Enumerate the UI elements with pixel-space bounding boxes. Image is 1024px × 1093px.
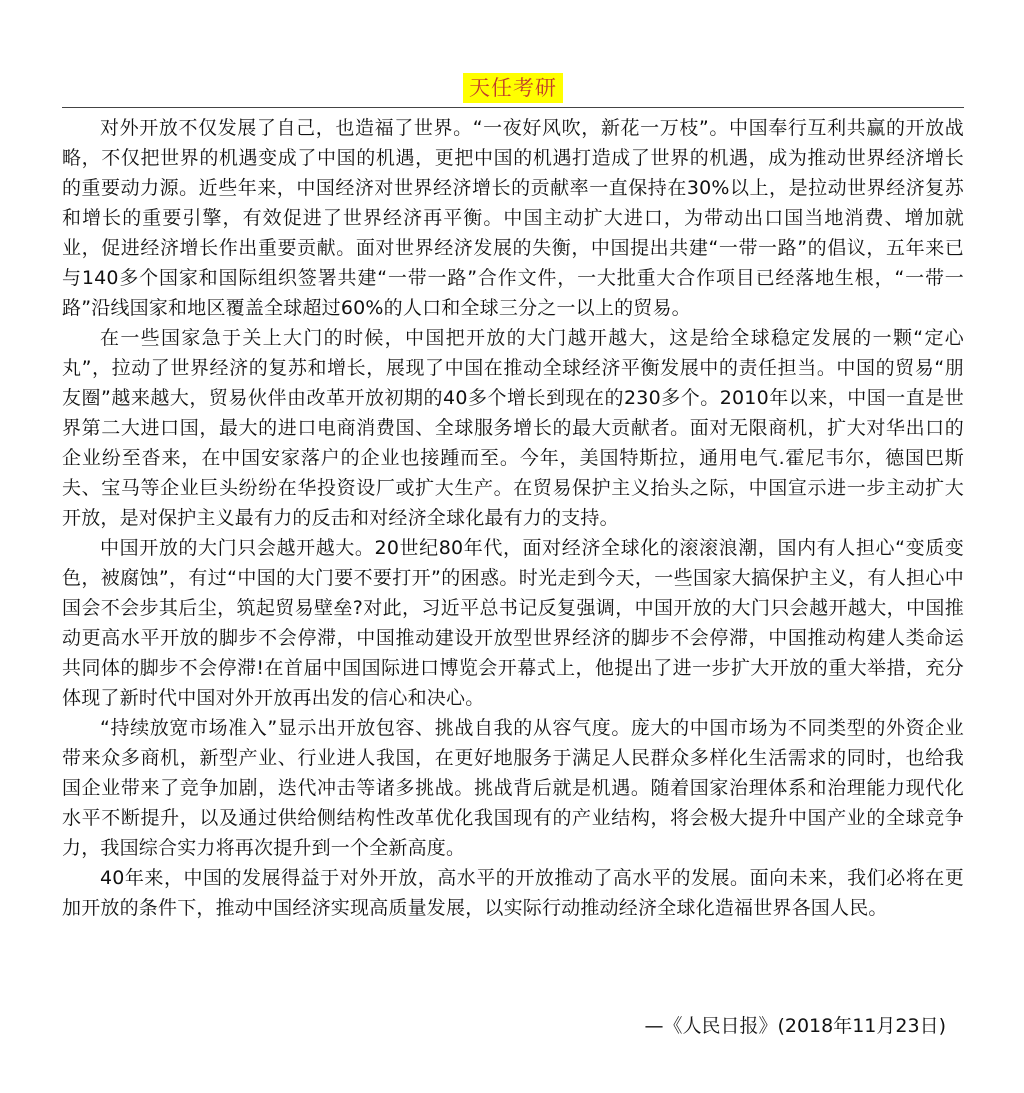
header-divider (62, 107, 964, 108)
article-body (62, 113, 964, 923)
paragraph: 中国开放的大门只会越开越大。20世纪80年代，面对经济全球化的滚滚浪潮，国内有人担心“变质变色，被腐蚀”，有过“中国的大门要不要打开”的困惑。时光走到今天，一些国家大搞保护主义，有人担心中国会不会步其后尘，筑起贸易壁垒?对此，习近平总书记反复强调，中国开放的大门只会越开越大，中国推动更高水平开放的脚步不会停滞，中国推动建设开放型世界经济的脚步不会停滞，中国推动构建人类命运共同体的脚步不会停滞!在首届中国国际进口博览会开幕式上，他提出了进一步扩大开放的重大举措，充分体现了新时代中国对外开放再出发的信心和决心。 (62, 537, 964, 709)
page-header (0, 70, 1024, 106)
paragraph: 在一些国家急于关上大门的时候，中国把开放的大门越开越大，这是给全球稳定发展的一颗“定心丸”，拉动了世界经济的复苏和增长，展现了中国在推动全球经济平衡发展中的责任担当。中国的贸易“朋友圈”越来越大，贸易伙伴由改革开放初期的40多个增长到现在的230多个。2010年以来，中国一直是世界第二大进口国，最大的进口电商消费国、全球服务增长的最大贡献者。面对无限商机，扩大对华出口的企业纷至沓来，在中国安家落户的企业也接踵而至。今年，美国特斯拉，通用电气.霍尼韦尔，德国巴斯夫、宝马等企业巨头纷纷在华投资设厂或扩大生产。在贸易保护主义抬头之际，中国宣示进一步主动扩大开放，是对保护主义最有力的反击和对经济全球化最有力的支持。 (62, 327, 964, 529)
paragraph: 40年来，中国的发展得益于对外开放，高水平的开放推动了高水平的发展。面向未来，我们必将在更加开放的条件下，推动中国经济实现高质量发展，以实际行动推动经济全球化造福世界各国人民。 (62, 867, 964, 919)
header-tag: 天任考研 (463, 73, 563, 103)
paragraph: 对外开放不仅发展了自己，也造福了世界。“一夜好风吹，新花一万枝”。中国奉行互利共赢的开放战略，不仅把世界的机遇变成了中国的机遇，更把中国的机遇打造成了世界的机遇，成为推动世界经济增长的重要动力源。近些年来，中国经济对世界经济增长的贡献率一直保持在30%以上，是拉动世界经济复苏和增长的重要引擎，有效促进了世界经济再平衡。中国主动扩大进口，为带动出口国当地消费、增加就业，促进经济增长作出重要贡献。面对世界经济发展的失衡，中国提出共建“一带一路”的倡议，五年来已与140多个国家和国际组织签署共建“一带一路”合作文件，一大批重大合作项目已经落地生根，“一带一路”沿线国家和地区覆盖全球超过60%的人口和全球三分之一以上的贸易。 (62, 117, 964, 319)
article-source: —《人民日报》(2018年11月23日) (644, 1015, 946, 1037)
paragraph: “持续放宽市场准入”显示出开放包容、挑战自我的从容气度。庞大的中国市场为不同类型的外资企业带来众多商机，新型产业、行业进人我国，在更好地服务于满足人民群众多样化生活需求的同时，也给我国企业带来了竞争加剧，迭代冲击等诸多挑战。挑战背后就是机遇。随着国家治理体系和治理能力现代化水平不断提升，以及通过供给侧结构性改革优化我国现有的产业结构，将会极大提升中国产业的全球竞争力，我国综合实力将再次提升到一个全新高度。 (62, 717, 964, 859)
